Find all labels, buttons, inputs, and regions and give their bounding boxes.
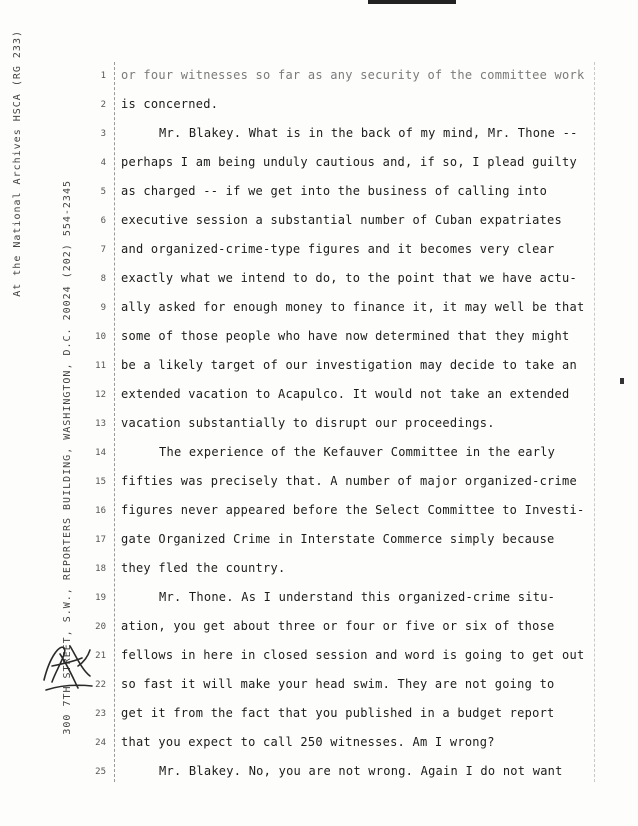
line-number: 14 — [95, 448, 106, 458]
line-number: 6 — [100, 216, 106, 226]
line-number: 21 — [95, 651, 106, 661]
transcript-line: they fled the country. — [121, 561, 286, 575]
transcript-line: extended vacation to Acapulco. It would not take an extended — [121, 387, 570, 401]
line-number: 12 — [95, 390, 106, 400]
transcript-line: Mr. Thone. As I understand this organized-crime situ- — [159, 590, 556, 604]
transcript-line: executive session a substantial number of Cuban expatriates — [121, 213, 563, 227]
transcript-line: that you expect to call 250 witnesses. Am I wrong? — [121, 735, 495, 749]
line-number: 24 — [95, 738, 106, 748]
line-number: 23 — [95, 709, 106, 719]
transcript-line: exactly what we intend to do, to the point that we have actu- — [121, 271, 577, 285]
line-number: 5 — [100, 187, 106, 197]
transcript-line: gate Organized Crime in Interstate Commerce simply because — [121, 532, 555, 546]
transcript-line: Mr. Blakey. What is in the back of my mind, Mr. Thone -- — [159, 126, 578, 140]
transcript-line: get it from the fact that you published in a budget report — [121, 706, 555, 720]
reporter-address-stamp: 300 7TH STREET, S.W., REPORTERS BUILDING, WASHINGTON, D.C. 20024 (202) 554-2345 — [62, 180, 73, 735]
line-number: 25 — [95, 767, 106, 777]
stray-mark — [620, 378, 624, 384]
left-margin-rule — [114, 62, 115, 782]
line-number: 2 — [100, 100, 106, 110]
top-edge-mark — [368, 0, 456, 4]
line-number: 20 — [95, 622, 106, 632]
line-number: 13 — [95, 419, 106, 429]
line-number: 16 — [95, 506, 106, 516]
transcript-line: or four witnesses so far as any security of the committee work — [121, 68, 585, 82]
line-number: 8 — [100, 274, 106, 284]
line-number: 18 — [95, 564, 106, 574]
transcript-line: fellows in here in closed session and word is going to get out — [121, 648, 585, 662]
transcript-line: as charged -- if we get into the business of calling into — [121, 184, 548, 198]
transcript-line: be a likely target of our investigation may decide to take an — [121, 358, 577, 372]
transcript-line: perhaps I am being unduly cautious and, if so, I plead guilty — [121, 155, 577, 169]
transcript-line: The experience of the Kefauver Committee in the early — [159, 445, 556, 459]
handwritten-initials — [38, 636, 98, 698]
transcript-line: ation, you get about three or four or five or six of those — [121, 619, 555, 633]
line-number: 4 — [100, 158, 106, 168]
line-number: 10 — [95, 332, 106, 342]
line-number: 19 — [95, 593, 106, 603]
transcript-line: figures never appeared before the Select Committee to Investi- — [121, 503, 585, 517]
transcript-line: so fast it will make your head swim. They are not going to — [121, 677, 555, 691]
line-number: 15 — [95, 477, 106, 487]
line-number: 7 — [100, 245, 106, 255]
line-number: 9 — [100, 303, 106, 313]
line-number: 11 — [95, 361, 106, 371]
archive-stamp: At the National Archives HSCA (RG 233) — [12, 30, 23, 297]
line-number: 3 — [100, 129, 106, 139]
line-number: 17 — [95, 535, 106, 545]
transcript-line: vacation substantially to disrupt our proceedings. — [121, 416, 495, 430]
right-margin-rule — [594, 62, 595, 782]
transcript-line: Mr. Blakey. No, you are not wrong. Again I do not want — [159, 764, 563, 778]
transcript-line: fifties was precisely that. A number of major organized-crime — [121, 474, 577, 488]
line-number: 22 — [95, 680, 106, 690]
transcript-line: some of those people who have now determined that they might — [121, 329, 570, 343]
transcript-line: ally asked for enough money to finance it, it may well be that — [121, 300, 585, 314]
transcript-line: and organized-crime-type figures and it becomes very clear — [121, 242, 555, 256]
transcript-line: is concerned. — [121, 97, 219, 111]
line-number: 1 — [100, 71, 106, 81]
